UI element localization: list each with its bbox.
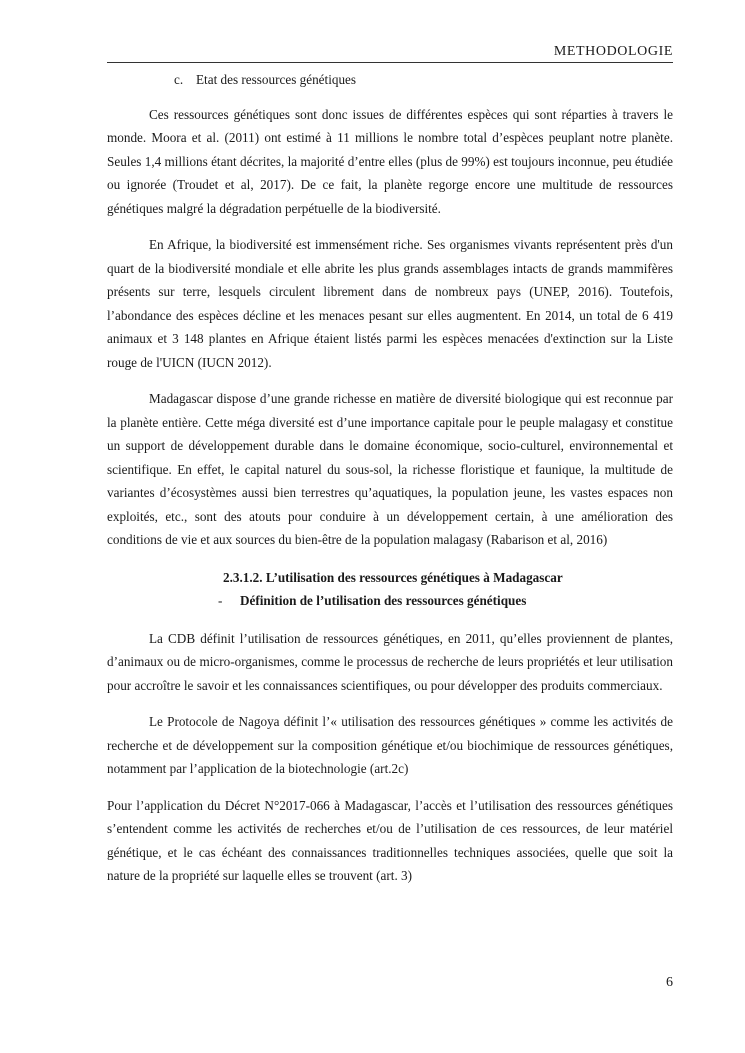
bullet-dash: - [218,593,223,608]
paragraph-species-count: Ces ressources génétiques sont donc issues de différentes espèces qui sont réparties à travers le monde. Moora et al. (2011) ont estimé à 11 millions le nombre total d’espèces peuplant notre planète. Seules 1,4 millions étant décrites, la majorité d’entre elles (plus de 99%) est toujours inconnue, peu étudiée ou ignorée (Troudet et al, 2017). De ce fait, la planète regorge encore une multitude de ressources génétiques malgré la dégradation perpétuelle de la biodiversité. [107,106,673,216]
page-number: 6 [666,975,673,990]
definition-heading [107,589,673,613]
paragraph-nagoya-definition: Le Protocole de Nagoya définit l’« utilisation des ressources génétiques » comme les activités de recherche et de développement sur la composition génétique et/ou biochimique de ressources génétiques, notamment par l’application de la biotechnologie (art.2c) [107,714,673,776]
running-header-title: METHODOLOGIE [553,44,673,59]
definition-heading-text: Définition de l’utilisation des ressources génétiques [240,593,527,608]
page-body [107,68,673,901]
paragraph-africa-biodiversity: En Afrique, la biodiversité est immensément riche. Ses organismes vivants représentent près d'un quart de la biodiversité mondiale et elle abrite les plus grands assemblages intacts de grands mammifères présents sur terre, lesquels circulent librement dans de nombreux pays (UNEP, 2016). Toutefois, l’abondance des espèces décline et les menaces pesant sur elles augmentent. En 2014, un total de 6 419 animaux et 3 148 plantes en Afrique étaient listés parmi les espèces menacées d'extinction sur la Liste rouge de l'UICN (IUCN 2012). [107,237,673,370]
subsection-heading [107,68,673,92]
section-heading: 2.3.1.2. L’utilisation des ressources génétiques à Madagascar [223,569,563,585]
header-divider [107,62,673,63]
paragraph-decree-definition: Pour l’application du Décret N°2017-066 à Madagascar, l’accès et l’utilisation des ressources génétiques s’entendent comme les activités de recherches et/ou de l’utilisation de ces ressources, de leur matériel génétique, et le cas échéant des connaissances traditionnelles techniques associées, quelle que soit la nature de la propriété sur laquelle elles se trouvent (art. 3) [107,797,673,883]
paragraph-madagascar-diversity: Madagascar dispose d’une grande richesse en matière de diversité biologique qui est reconnue par la planète entière. Cette méga diversité est d’une importance capitale pour le peuple malagasy et constitue un support de développement durable dans le domaine économique, socio-culturel, environnemental et scientifique. En effet, le capital naturel du sous-sol, la richesse floristique et faunique, la multitude de variantes d’écosystèmes aussi bien terrestres qu’aquatiques, la population jeune, les vastes espaces non exploités, etc., sont des atouts pour conduire à un développement certain, à une amélioration des conditions de vie et aux sources du bien-être de la population malagasy (Rabarison et al, 2016) [107,391,673,547]
subsection-title: Etat des ressources génétiques [196,72,357,87]
subsection-letter: c. [174,72,184,87]
paragraph-cdb-definition: La CDB définit l’utilisation de ressources génétiques, en 2011, qu’elles proviennent de plantes, d’animaux ou de micro-organismes, comme le processus de recherche de leurs propriétés et leur utilisation pour accroître le savoir et les connaissances scientifiques, ou pour développer des produits commerciaux. [107,630,673,693]
